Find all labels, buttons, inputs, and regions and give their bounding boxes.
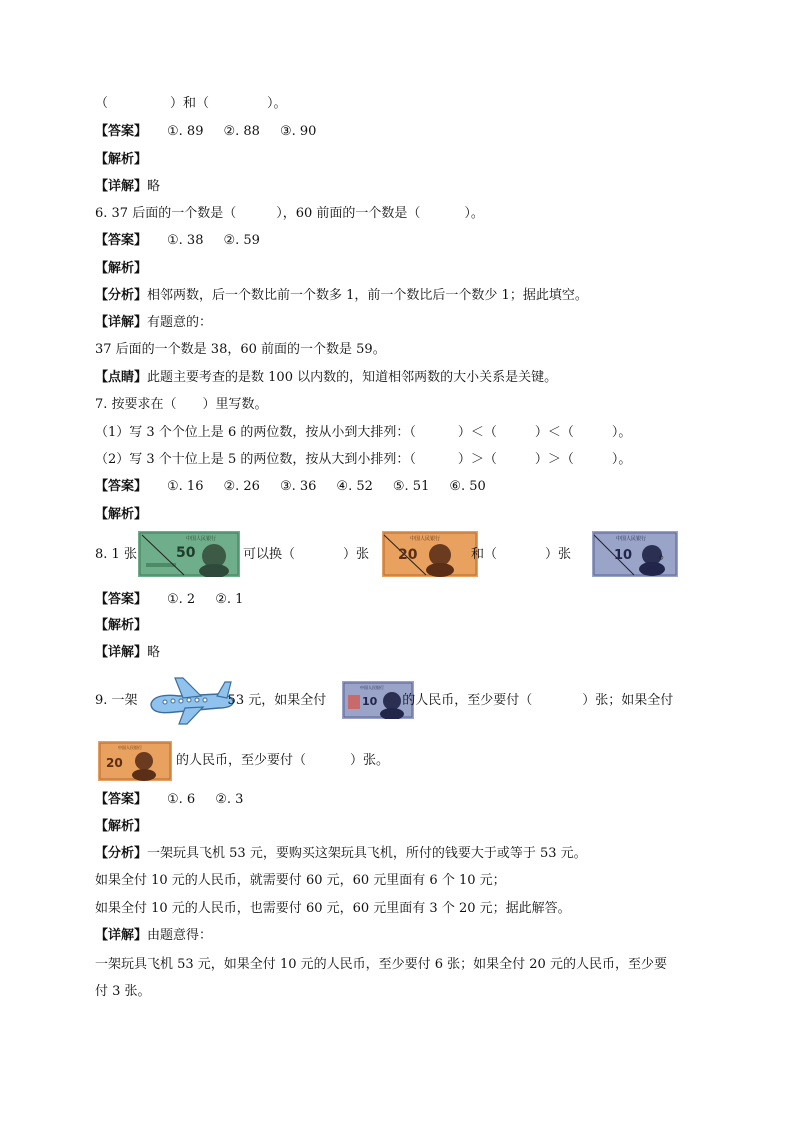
answer-tag: 【答案】 (95, 124, 148, 139)
answer-option: ③. 36 (279, 479, 317, 494)
answer-option: ①. 89 (167, 124, 204, 139)
answer-tag: 【答案】 (95, 479, 148, 494)
detail-text: 一架玩具飞机 53 元，如果全付 10 元的人民币，至少要付 6 张；如果全付 20 元的人民币，至少要 (95, 957, 667, 972)
text: 9. 一架 (95, 693, 138, 708)
analysis-tag: 【解析】 (95, 618, 148, 633)
q9-stem-line2 (176, 752, 389, 770)
analysis-tag: 【解析】 (95, 507, 148, 522)
detail-tag: 【详解】 (95, 645, 148, 660)
text: ）张。 (350, 753, 390, 768)
q9-stem-line1 (95, 692, 673, 710)
q9-analysis (95, 818, 147, 836)
q7-sub1 (95, 424, 631, 442)
q5-detail (95, 178, 160, 196)
q8-stem (95, 546, 672, 564)
fenxi-text: 一架玩具飞机 53 元，要购买这架玩具飞机，所付的钱要大于或等于 53 元。 (147, 846, 587, 861)
answer-tag: 【答案】 (95, 592, 148, 607)
q6-detail-line2 (95, 341, 386, 359)
banknote-20-image (98, 741, 172, 781)
text: 。 (659, 547, 673, 562)
q5-blank-line (95, 95, 287, 113)
answer-option: ①. 16 (167, 479, 204, 494)
text: 的人民币，至少要付（ (176, 753, 307, 768)
q7-stem (95, 396, 268, 414)
q5-answer (95, 123, 316, 141)
answer-option: ②. 26 (223, 479, 260, 494)
fenxi-text: 如果全付 10 元的人民币，也需要付 60 元，60 元里面有 3 个 20 元；据此解答。 (95, 901, 571, 916)
answer-option: ②. 59 (223, 233, 260, 248)
text: 53 元，如果全付 (227, 693, 327, 708)
banknote-header: 中国人民银行 (360, 685, 384, 690)
banknote-value: 20 (106, 756, 123, 770)
text: 的人民币，至少要付（ (402, 693, 533, 708)
q8-answer (95, 591, 243, 609)
q8-analysis (95, 617, 147, 635)
detail-text: 由题意得： (147, 928, 213, 943)
banknote-header: 中国人民银行 (186, 536, 217, 542)
text: ）。 (464, 206, 484, 221)
answer-option: ⑤. 51 (392, 479, 430, 494)
q6-dianjing (95, 369, 557, 387)
text: ）＜（ (457, 425, 497, 440)
answer-tag: 【答案】 (95, 792, 148, 807)
q9-detail-line3 (95, 983, 151, 1001)
detail-tag: 【详解】 (95, 179, 148, 194)
q6-analysis (95, 260, 147, 278)
q6-detail (95, 314, 212, 332)
banknote-header: 中国人民银行 (616, 536, 647, 542)
q8-detail (95, 644, 160, 662)
text: ）张 (545, 547, 572, 562)
text: ）＜（ (534, 425, 574, 440)
answer-option: ①. 38 (167, 233, 204, 248)
answer-option: ①. 6 (167, 792, 196, 807)
answer-option: ③. 90 (279, 124, 317, 139)
text: （2）写 3 个十位上是 5 的两位数，按从大到小排列：（ (95, 452, 416, 467)
fenxi-text: 相邻两数，后一个数比前一个数多 1，前一个数比后一个数少 1；据此填空。 (147, 288, 588, 303)
q7-sub2 (95, 451, 631, 469)
fenxi-tag: 【分析】 (95, 846, 148, 861)
detail-text: 付 3 张。 (95, 984, 151, 999)
q9-answer (95, 791, 243, 809)
text: ）。 (267, 96, 287, 111)
text: ）张 (342, 547, 369, 562)
banknote-value: 50 (176, 545, 196, 561)
text: 8. 1 张 (95, 547, 137, 562)
analysis-tag: 【解析】 (95, 261, 148, 276)
q9-detail (95, 927, 212, 945)
q7-answer (95, 478, 486, 496)
text: ），60 前面的一个数是（ (276, 206, 421, 221)
detail-text: 有题意的： (147, 315, 213, 330)
text: 7. 按要求在（ (95, 397, 177, 412)
q6-fenxi (95, 287, 588, 305)
answer-option: ⑥. 50 (449, 479, 486, 494)
banknote-header: 中国人民银行 (118, 745, 142, 750)
dianjing-text: 此题主要考查的是数 100 以内数的，知道相邻两数的大小关系是关键。 (147, 370, 558, 385)
answer-option: ④. 52 (336, 479, 373, 494)
text: ）。 (611, 425, 632, 440)
text: 可以换（ (242, 547, 295, 562)
q6-answer (95, 232, 260, 250)
analysis-tag: 【解析】 (95, 819, 148, 834)
text: ）里写数。 (202, 397, 268, 412)
detail-text: 略 (147, 645, 161, 660)
q9-fenxi-line3 (95, 900, 571, 918)
banknote-value: 10 (362, 695, 378, 708)
fenxi-text: 如果全付 10 元的人民币，就需要付 60 元，60 元里面有 6 个 10 元； (95, 873, 506, 888)
dianjing-tag: 【点睛】 (95, 370, 148, 385)
detail-tag: 【详解】 (95, 928, 148, 943)
text: 6. 37 后面的一个数是（ (95, 206, 237, 221)
q9-fenxi (95, 845, 587, 863)
q9-fenxi-line2 (95, 872, 506, 890)
answer-option: ①. 2 (167, 592, 196, 607)
answer-option: ②. 1 (215, 592, 244, 607)
banknote-value: 20 (398, 547, 418, 563)
text: （ (95, 96, 109, 111)
fenxi-tag: 【分析】 (95, 288, 148, 303)
q7-analysis (95, 506, 147, 524)
text: ）＞（ (534, 452, 574, 467)
answer-option: ②. 3 (215, 792, 244, 807)
answer-tag: 【答案】 (95, 233, 148, 248)
text: ）和（ (170, 96, 210, 111)
analysis-tag: 【解析】 (95, 152, 148, 167)
q9-detail-line2 (95, 956, 667, 974)
text: ）张；如果全付 (582, 693, 674, 708)
banknote-header: 中国人民银行 (410, 536, 441, 542)
detail-text: 略 (147, 179, 161, 194)
detail-text: 37 后面的一个数是 38，60 前面的一个数是 59。 (95, 342, 386, 357)
banknote-value: 10 (614, 548, 633, 563)
text: ）。 (611, 452, 632, 467)
text: 和（ (470, 547, 497, 562)
answer-option: ②. 88 (223, 124, 260, 139)
detail-tag: 【详解】 (95, 315, 148, 330)
text: （1）写 3 个个位上是 6 的两位数，按从小到大排列：（ (95, 425, 416, 440)
q5-analysis (95, 151, 147, 169)
text: ）＞（ (457, 452, 497, 467)
q6-stem (95, 205, 484, 223)
